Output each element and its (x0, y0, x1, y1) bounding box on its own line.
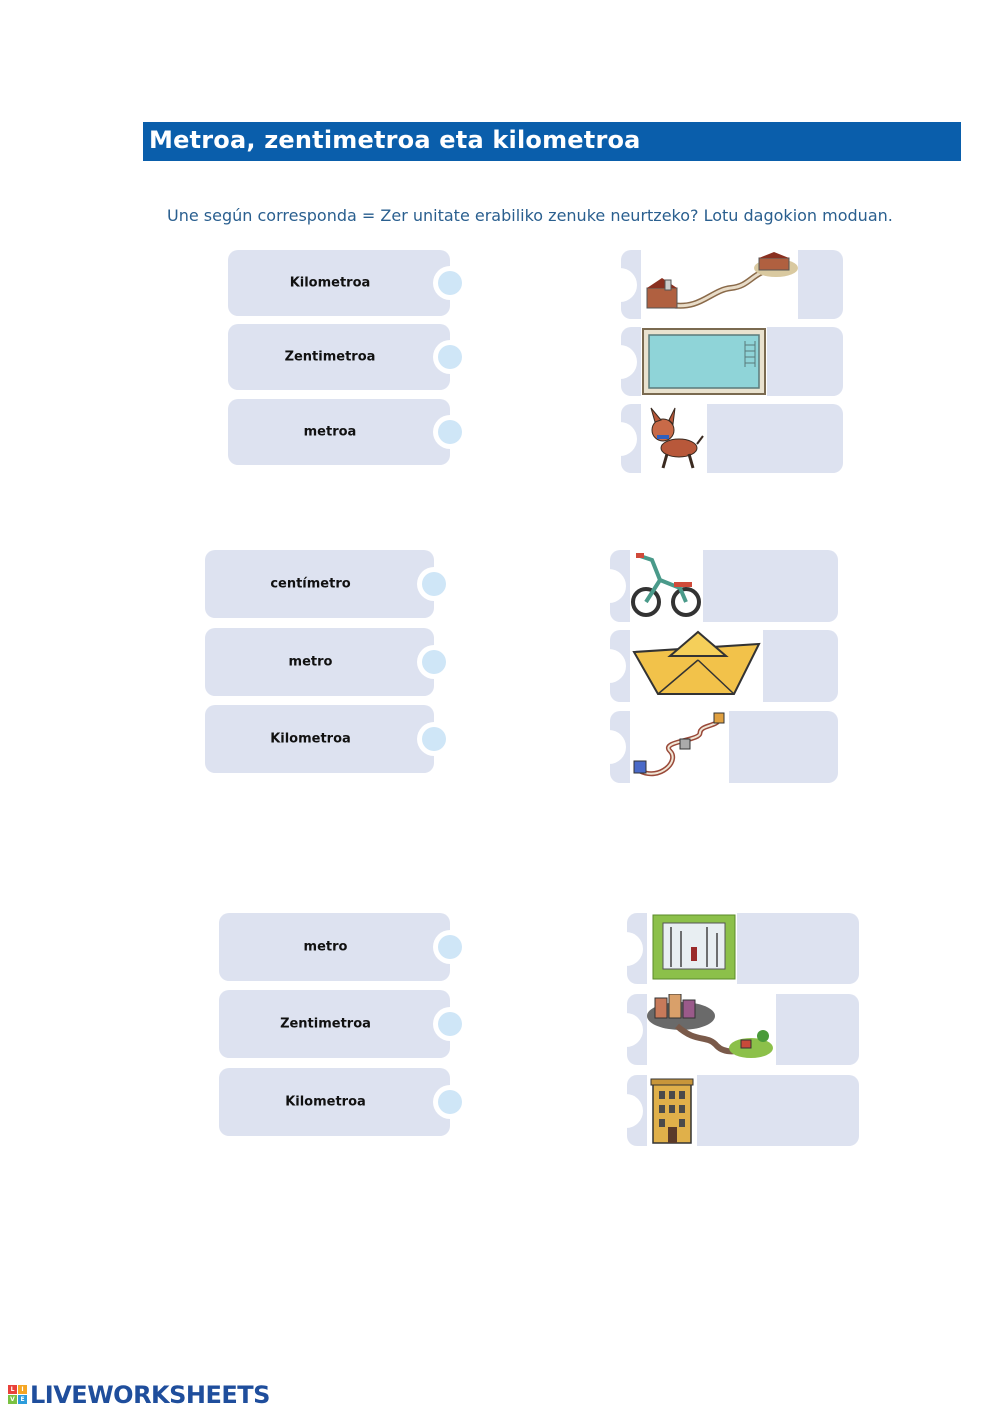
connector-socket[interactable] (609, 1013, 643, 1047)
connector-socket[interactable] (603, 422, 637, 456)
word-card[interactable] (228, 399, 450, 465)
page-title: Metroa, zentimetroa eta kilometroa (149, 126, 641, 154)
city-road-picture (647, 994, 776, 1065)
dog-picture (641, 404, 707, 473)
connector-dot[interactable] (438, 420, 462, 444)
logo-text: LIVEWORKSHEETS (30, 1381, 270, 1409)
connector-socket[interactable] (609, 932, 643, 966)
word-card[interactable] (205, 550, 434, 618)
word-card[interactable] (228, 250, 450, 316)
word-card[interactable] (228, 324, 450, 390)
title-bar (143, 122, 961, 161)
connector-socket[interactable] (592, 569, 626, 603)
swimming-pool-picture (641, 327, 767, 396)
word-card[interactable] (219, 1068, 450, 1136)
word-label: metroa (303, 424, 357, 440)
picture-card[interactable] (627, 1075, 859, 1146)
bicycle-picture (630, 550, 703, 622)
picture-card[interactable] (621, 327, 843, 396)
connector-dot[interactable] (438, 1012, 462, 1036)
word-card[interactable] (205, 628, 434, 696)
connector-socket[interactable] (603, 268, 637, 302)
connector-dot[interactable] (438, 271, 462, 295)
word-label: Kilometroa (289, 275, 371, 291)
instruction-text: Une según corresponda = Zer unitate erabiliko zenuke neurtzeko? Lotu dagokion moduan. (167, 206, 893, 225)
winding-road-picture (630, 711, 729, 783)
connector-dot[interactable] (422, 727, 446, 751)
logo-squares-icon: L I V E (8, 1385, 28, 1405)
connector-socket[interactable] (592, 730, 626, 764)
connector-dot[interactable] (422, 650, 446, 674)
word-label: Kilometroa (270, 731, 351, 747)
word-card[interactable] (205, 705, 434, 773)
word-card[interactable] (219, 913, 450, 981)
picture-card[interactable] (610, 630, 838, 702)
connector-socket[interactable] (592, 649, 626, 683)
connector-dot[interactable] (438, 1090, 462, 1114)
village-road-picture (641, 250, 798, 319)
picture-card[interactable] (610, 711, 838, 783)
connector-socket[interactable] (609, 1094, 643, 1128)
building-picture (647, 1075, 697, 1146)
word-label: Kilometroa (285, 1094, 366, 1110)
word-label: metro (288, 654, 333, 670)
connector-dot[interactable] (438, 345, 462, 369)
word-label: centímetro (270, 576, 351, 592)
framed-photo-picture (647, 913, 737, 984)
connector-dot[interactable] (422, 572, 446, 596)
word-label: metro (303, 939, 348, 955)
picture-card[interactable] (627, 994, 859, 1065)
word-label: Zentimetroa (284, 349, 376, 365)
picture-card[interactable] (621, 250, 843, 319)
picture-card[interactable] (621, 404, 843, 473)
connector-socket[interactable] (603, 345, 637, 379)
picture-card[interactable] (610, 550, 838, 622)
picture-card[interactable] (627, 913, 859, 984)
connector-dot[interactable] (438, 935, 462, 959)
word-card[interactable] (219, 990, 450, 1058)
paper-boat-picture (630, 630, 763, 702)
word-label: Zentimetroa (280, 1016, 371, 1032)
